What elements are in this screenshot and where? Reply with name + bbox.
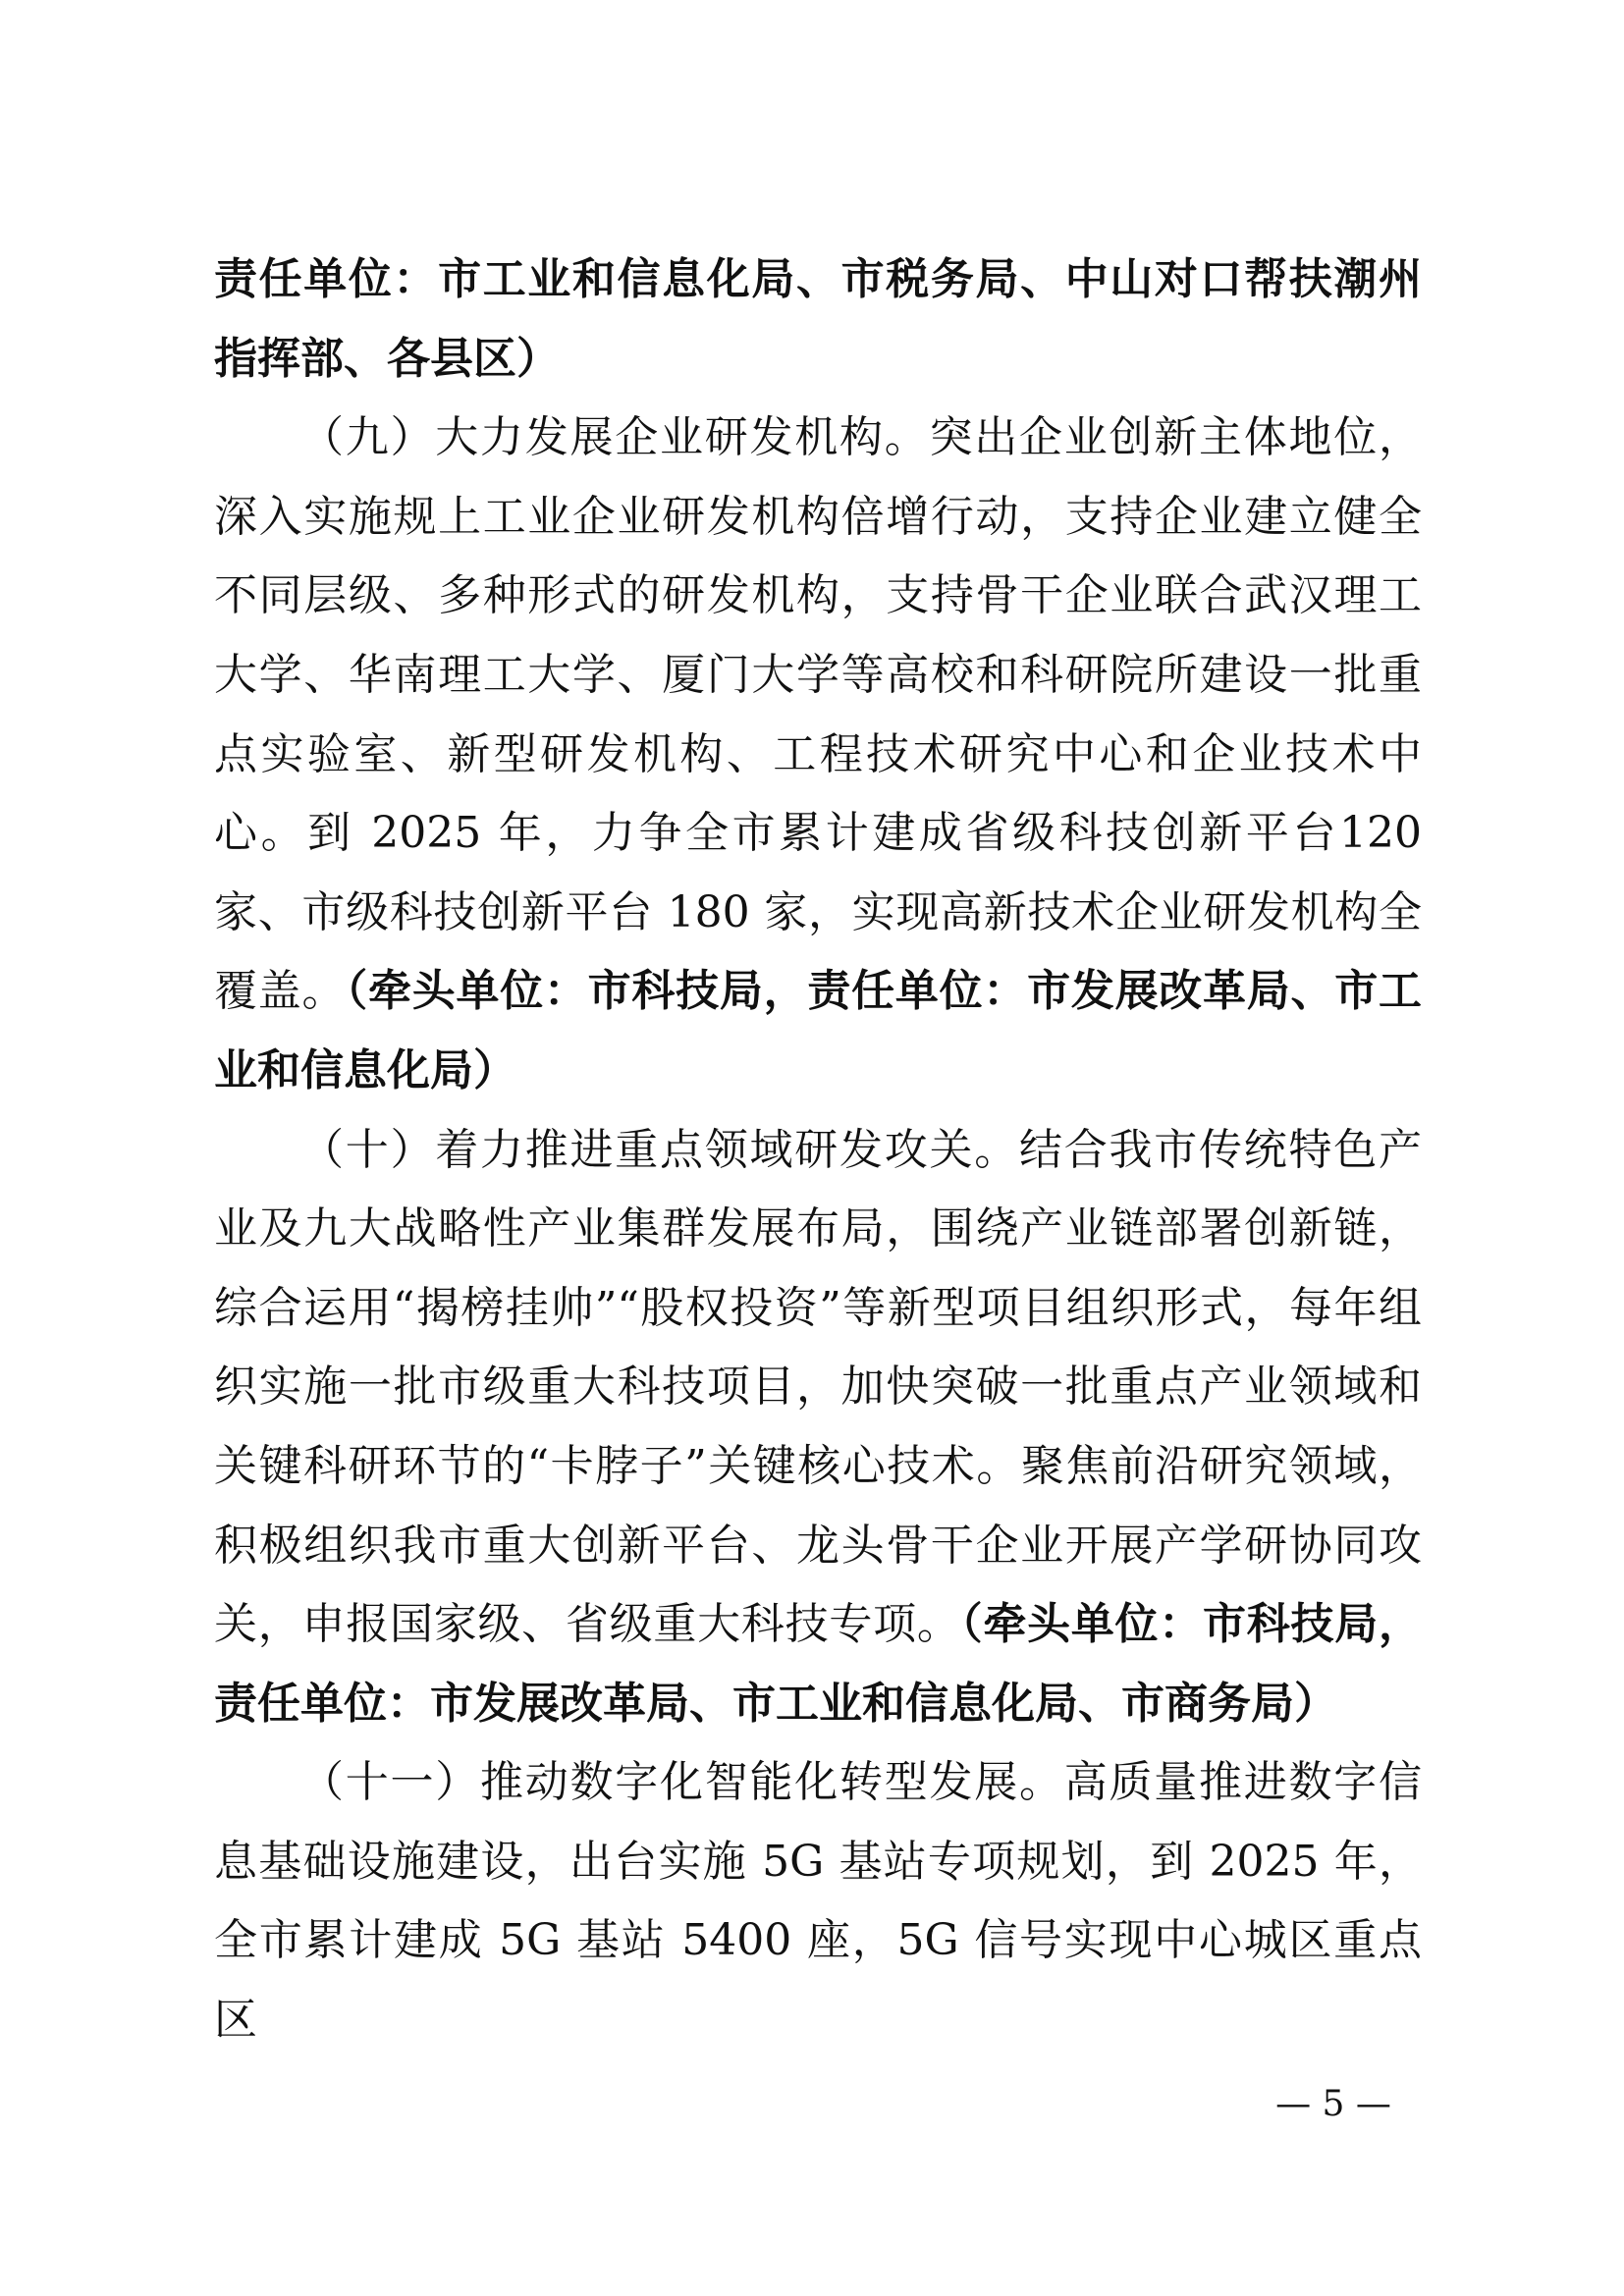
paragraph-nine-body: （九）大力发展企业研发机构。突出企业创新主体地位，深入实施规上工业企业研发机构倍增行动，支持企业建立健全不同层级、多种形式的研发机构，支持骨干企业联合武汉理工大学、华南理工大学、厦门大学等高校和科研院所建设一批重点实验室、新型研发机构、工程技术研究中心和企业技术中心。到 2025 年，力争全市累计建成省级科技创新平台120 家、市级科技创新平台 180 家，实现高新技术企业研发机构全覆盖。 [214, 412, 1422, 1017]
paragraph-responsible-units [214, 240, 1422, 399]
paragraph-ten-body: （十）着力推进重点领域研发攻关。结合我市传统特色产业及九大战略性产业集群发展布局，围绕产业链部署创新链，综合运用“揭榜挂帅”“股权投资”等新型项目组织形式，每年组织实施一批市级重大科技项目，加快突破一批重点产业领域和关键科研环节的“卡脖子”关键核心技术。聚焦前沿研究领域，积极组织我市重大创新平台、龙头骨干企业开展产学研协同攻关，申报国家级、省级重大科技专项。 [214, 1124, 1422, 1650]
paragraph-ten-key-research [214, 1111, 1422, 1744]
paragraph-ten-lead-units: （牵头单位：市科技局，责任单位：市发展改革局、市工业和信息化局、市商务局） [214, 1599, 1423, 1729]
page-number: — 5 — [1275, 2084, 1391, 2124]
paragraph-eleven-body: （十一）推动数字化智能化转型发展。高质量推进数字信息基础设施建设，出台实施 5G 基站专项规划，到 2025 年，全市累计建成 5G 基站 5400 座，5G 信号实现中心城区重点区 [214, 1757, 1422, 2046]
document-body [214, 240, 1422, 2060]
paragraph-eleven-digital-transformation [214, 1743, 1422, 2059]
paragraph-nine-lead-units: （牵头单位：市科技局，责任单位：市发展改革局、市工业和信息化局） [214, 966, 1423, 1095]
paragraph-nine-rd-institutions [214, 399, 1422, 1110]
responsible-units-text: 责任单位：市工业和信息化局、市税务局、中山对口帮扶潮州指挥部、各县区） [214, 254, 1422, 384]
